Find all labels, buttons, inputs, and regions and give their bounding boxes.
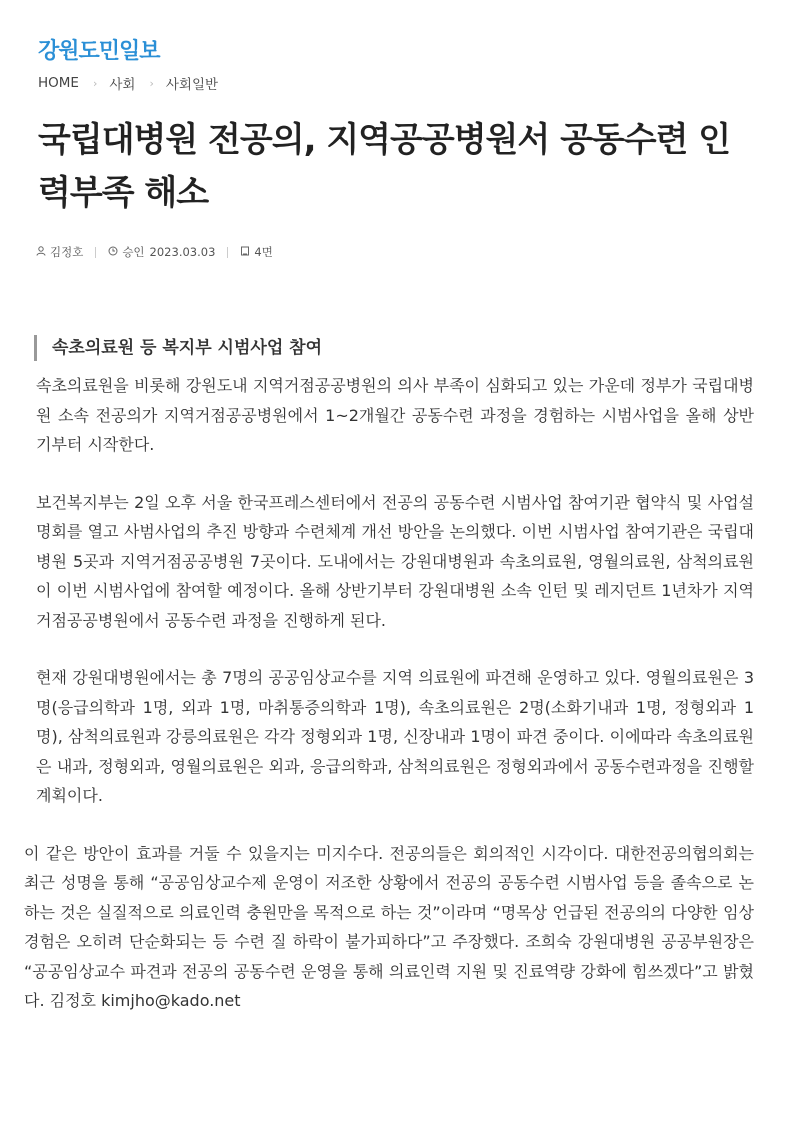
article-title: 국립대병원 전공의, 지역공공병원서 공동수련 인력부족 해소: [38, 120, 731, 213]
page-icon: [240, 246, 250, 259]
clock-icon: [108, 246, 118, 259]
print-page: 4면: [254, 245, 273, 259]
meta-divider: [95, 247, 96, 258]
user-icon: [36, 246, 46, 259]
article-subtitle: 속초의료원 등 복지부 시범사업 참여: [34, 335, 472, 361]
chevron-right-icon: ›: [149, 76, 154, 90]
article-meta: [36, 244, 273, 260]
breadcrumb-section[interactable]: 사회: [109, 77, 136, 93]
article-paragraph: 현재 강원대병원에서는 총 7명의 공공임상교수를 지역 의료원에 파견해 운영하고 있다. 영월의료원은 3명(응급의학과 1명, 외과 1명, 마취통증의학과 1명), 속초의료원은 2명(소화기내과 1명, 정형외과 1명), 삼척의료원과 강릉의료원은 각각 정형외과 1명, 신장내과 1명이 파견 중이다. 이에따라 속초의료원은 내과, 정형외과, 영월의료원은 외과, 응급의학과, 삼척의료원은 정형외과에서 공동수련과정을 진행할 계획이다.: [36, 668, 754, 805]
article-paragraph: 보건복지부는 2일 오후 서울 한국프레스센터에서 전공의 공동수련 시범사업 참여기관 협약식 및 사업설명회를 열고 사범사업의 추진 방향과 수련체계 개선 방안을 논의했다. 이번 시범사업 참여기관은 국립대병원 5곳과 지역거점공공병원 7곳이다. 도내에서는 강원대병원과 속초의료원, 영월의료원, 삼척의료원이 이번 시범사업에 참여할 예정이다. 올해 상반기부터 강원대병원 소속 인턴 및 레지던트 1년차가 지역거점공공병원에서 공동수련 과정을 진행하게 된다.: [36, 492, 754, 630]
site-logo[interactable]: 강원도민일보: [38, 39, 160, 64]
publish-date: 2023.03.03: [149, 245, 216, 259]
breadcrumb-subsection[interactable]: 사회일반: [165, 77, 219, 93]
article-paragraph: 이 같은 방안이 효과를 거둘 수 있을지는 미지수다. 전공의들은 회의적인 시각이다. 대한전공의협의회는 최근 성명을 통해 “공공임상교수제 운영이 저조한 상황에서 전공의 공동수련 시범사업 등을 졸속으로 논하는 것은 실질적으로 의료인력 충원만을 목적으로 하는 것”이라며 “명목상 언급된 전공의의 다양한 임상 경험은 오히려 단순화되는 등 수련 질 하락이 불가피하다”고 주장했다. 조희숙 강원대병원 공공부원장은 “공공임상교수 파견과 전공의 공동수련 운영을 통해 의료인력 지원 및 진료역량 강화에 힘쓰겠다”고 밝혔다. 김정호 kimjho@kado.net: [24, 843, 754, 1010]
meta-divider: [227, 247, 228, 258]
article-paragraph: 속초의료원을 비롯해 강원도내 지역거점공공병원의 의사 부족이 심화되고 있는 가운데 정부가 국립대병원 소속 전공의가 지역거점공공병원에서 1~2개월간 공동수련 과정을 경험하는 시범사업을 올해 상반기부터 시작한다.: [36, 376, 754, 454]
author-name[interactable]: 김정호: [50, 245, 84, 259]
article-body: [24, 371, 754, 1044]
approved-label: 승인: [122, 245, 145, 259]
breadcrumb-home[interactable]: HOME: [38, 75, 79, 91]
breadcrumb: [38, 73, 218, 93]
chevron-right-icon: ›: [92, 76, 98, 90]
